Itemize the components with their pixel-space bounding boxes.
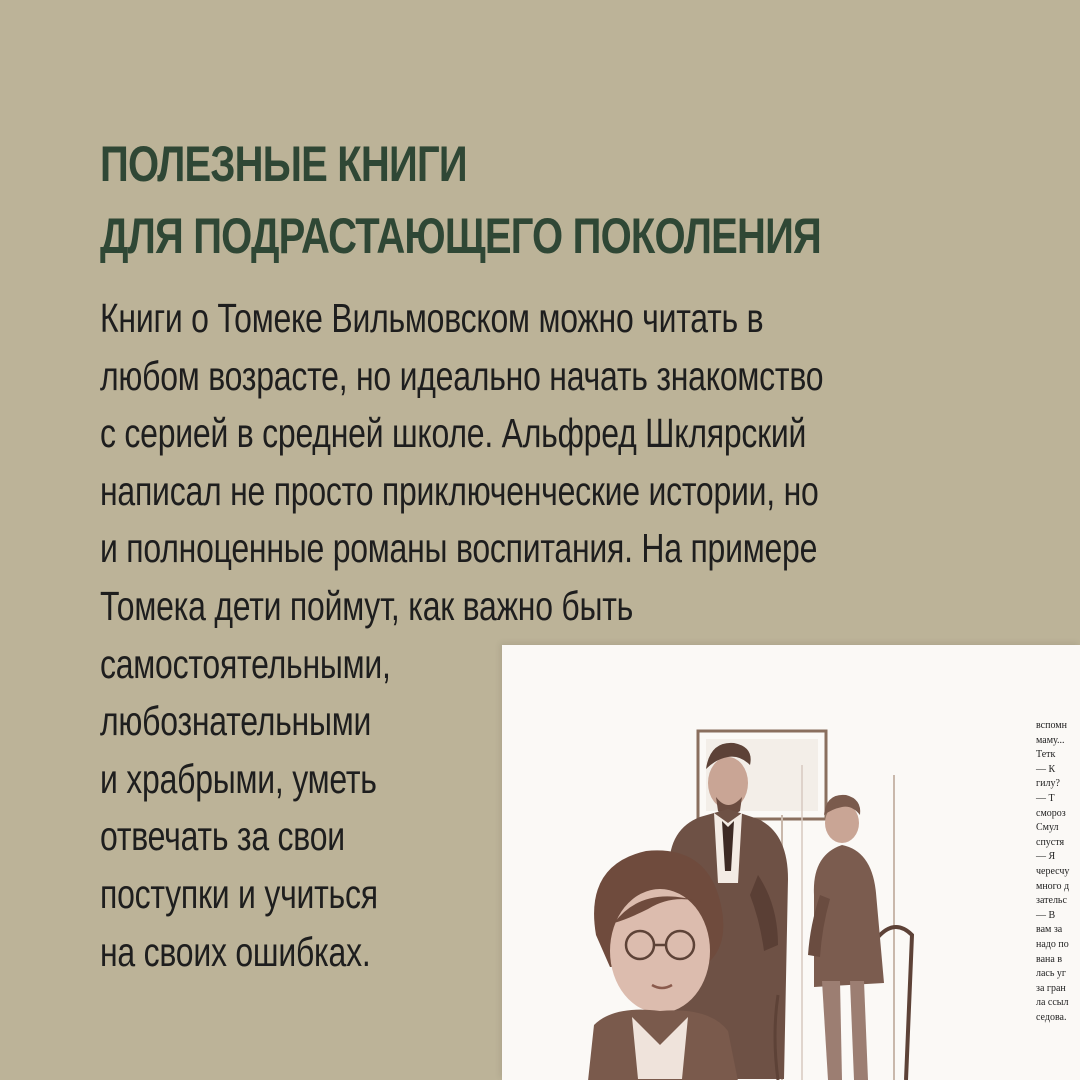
text-line: и полноценные романы воспитания. На примере [100, 525, 818, 572]
book-page-photo [502, 645, 1080, 1080]
page-line: лась уг [1036, 968, 1067, 980]
text-line: Книги о Томеке Вильмовском можно читать в [100, 295, 764, 341]
page-line: — Я [1036, 851, 1056, 863]
text-line: любознательными [100, 698, 372, 745]
page-line: вана в [1036, 953, 1063, 965]
page-line: Смул [1036, 822, 1059, 834]
page-line: за гран [1036, 982, 1066, 994]
page-line: смороз [1036, 807, 1066, 819]
page-line: маму... [1036, 734, 1065, 746]
page-line: Тетк [1036, 749, 1056, 761]
text-line: самостоятельными, [100, 640, 391, 687]
page-line: чересчу [1036, 865, 1070, 877]
page-line: — В [1036, 909, 1056, 921]
man-head [708, 757, 748, 809]
page-line: надо по [1036, 938, 1069, 950]
page-line: гилу? [1036, 778, 1060, 790]
page-line: вам за [1036, 924, 1063, 936]
text-line: с серией в средней школе. Альфред Шклярский [100, 410, 807, 457]
title-line-1: ПОЛЕЗНЫЕ КНИГИ [100, 136, 467, 192]
page-title [100, 128, 821, 272]
title-line-2: ДЛЯ ПОДРАСТАЮЩЕГО ПОКОЛЕНИЯ [100, 208, 821, 264]
text-line: отвечать за свои [100, 813, 345, 860]
text-line: Томека дети поймут, как важно быть [100, 582, 634, 629]
page-line: — К [1036, 763, 1056, 775]
text-line: на своих ошибках. [100, 928, 371, 975]
page-line: седова. [1036, 1011, 1067, 1023]
page-line: много д [1036, 880, 1070, 892]
page-line: спустя [1036, 836, 1065, 848]
woman-face [610, 889, 710, 1013]
text-line: написал не просто приключенческие истории, но [100, 467, 819, 514]
book-page-text [1036, 719, 1069, 1025]
page-line: — Т [1036, 792, 1055, 804]
book-illustration [502, 645, 1080, 1080]
page-line: вспомн [1036, 720, 1067, 731]
page-line: ла ссыл [1036, 997, 1069, 1009]
text-line: поступки и учиться [100, 870, 378, 917]
page-line: зательс [1036, 895, 1067, 907]
text-line: любом возрасте, но идеально начать знакомство [100, 352, 824, 399]
text-line: и храбрыми, уметь [100, 755, 377, 802]
